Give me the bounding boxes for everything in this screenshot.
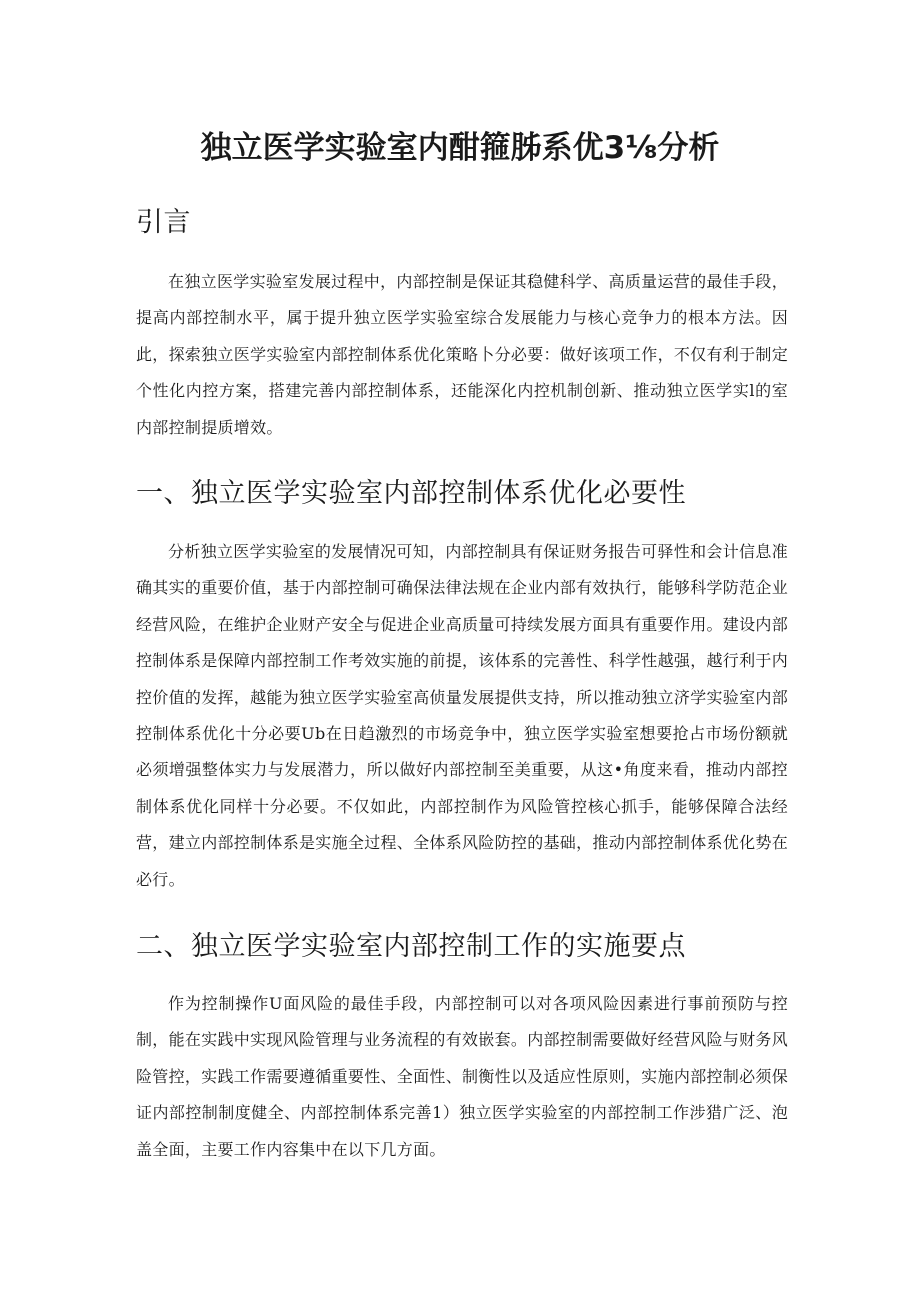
document-title: 独立医学实验室内酣箍胏系优3⅛分析 [200, 130, 720, 166]
section-paragraph-2: 作为控制操作U面风险的最佳手段，内部控制可以对各项风险因素进行事前预防与控制，能在实践中实现风险管理与业务流程的有效嵌套。内部控制需要做好经营风险与财务风险管控，实践工作需要遵循重要性、全面性、制衡性以及适应性原则，实施内部控制必须保证内部控制制度健全、内部控制体系完善1）独立医学实验室的内部控制工作涉猎广泛、泡盖全面，主要工作内容集中在以下几方面。 [136, 994, 789, 1159]
section-heading-1: 一、独立医学实验室内部控制体系优化必要性 [136, 478, 686, 509]
section-paragraph-1: 分析独立医学实验室的发展情况可知，内部控制具有保证财务报告可驿性和会计信息准确其实的重要价值，基于内部控制可确保法律法规在企业内部有效执行，能够科学防范企业经营风险，在维护企业财产安全与促进企业高质量可持续发展方面具有重要作用。建设内部控制体系是保障内部控制工作考效实施的前提，该体系的完善性、科学性越强，越行利于内控价值的发挥，越能为独立医学实验室高侦量发展提供支持，所以推动独立济学实验室内部控制体系优化十分必要Ub在日趋激烈的市场竞争中，独立医学实验室想要抢占市场份额就必须增强整体实力与发展潜力，所以做好内部控制至美重要，从这•角度来看，推动内部控制体系优化同样十分必要。不仅如此，内部控制作为风险管控核心抓手，能够保障合法经营，建立内部控制体系是实施全过程、全体系风险防控的基础，推动内部控制体系优化势在必行。 [136, 542, 789, 889]
section-paragraph-intro: 在独立医学实验室发展过程中，内部控制是保证其稳健科学、高质量运营的最佳手段，提高内部控制水平，属于提升独立医学实验室综合发展能力与核心竞争力的根本方法。因此，探索独立医学实验室内部控制体系优化策略卜分必要：做好该项工作，不仅有利于制定个性化内控方案，搭建完善内部控制体系，还能深化内控机制创新、推动独立医学实l的室内部控制提质增效。 [136, 272, 789, 437]
section-heading-2: 二、独立医学实验室内部控制工作的实施要点 [136, 931, 686, 962]
section-heading-intro: 引言 [136, 207, 191, 238]
